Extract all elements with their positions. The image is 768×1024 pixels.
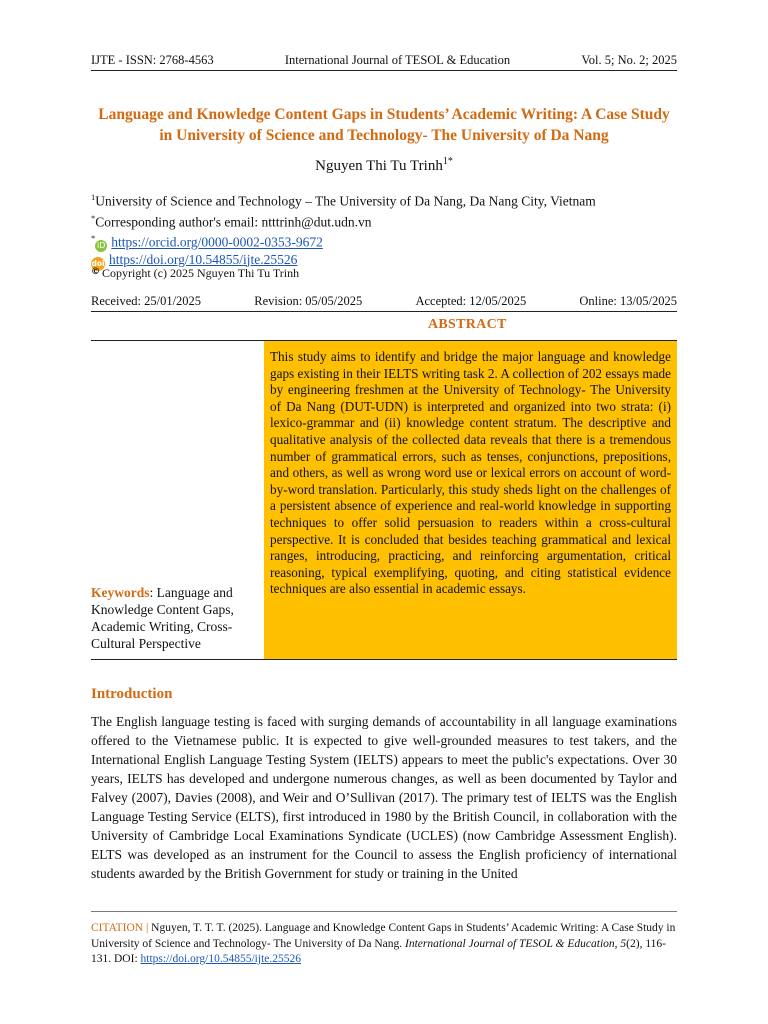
copyright-icon: © (91, 267, 100, 277)
abstract-heading: ABSTRACT (428, 317, 507, 332)
citation-label: CITATION (91, 922, 144, 934)
header-journal: International Journal of TESOL & Education (284, 53, 511, 67)
citation-doi-link[interactable]: https://doi.org/10.54855/ijte.25526 (140, 953, 301, 965)
date-revision: Revision: 05/05/2025 (254, 294, 363, 308)
doi-icon: doi (91, 257, 105, 271)
keywords-label: Keywords (91, 585, 150, 600)
corresponding-email: Corresponding author's email: ntttrinh@dut.udn.vn (95, 214, 372, 229)
author-name: Nguyen Thi Tu Trinh (315, 158, 443, 174)
citation-issue-pages: (2), 116-131. DOI: (91, 937, 666, 965)
author-marker: 1* (442, 156, 453, 167)
affiliation-block (91, 189, 596, 271)
corresponding-marker: * (91, 212, 96, 223)
orcid-link[interactable]: https://orcid.org/0000-0002-0353-9672 (111, 234, 323, 250)
citation-separator: | (143, 922, 152, 934)
copyright-line (91, 266, 299, 281)
date-online: Online: 13/05/2025 (579, 294, 677, 308)
publication-dates (91, 294, 677, 312)
copyright-text: Copyright (c) 2025 Nguyen Thi Tu Trinh (102, 266, 300, 280)
paper-title: Language and Knowledge Content Gaps in Students’ Academic Writing: A Case Study in University of Science and Technology- The University of Da Nang (98, 106, 670, 144)
orcid-marker: * (91, 233, 96, 243)
corresponding-line (91, 210, 596, 231)
keywords (91, 584, 259, 652)
keywords-text: : Language and Knowledge Content Gaps, Academic Writing, Cross-Cultural Perspective (91, 585, 234, 651)
affiliation-line (91, 189, 596, 210)
affiliation-text: University of Science and Technology – The University of Da Nang, Da Nang City, Vietnam (95, 193, 596, 209)
orcid-icon: iD (97, 240, 106, 250)
orcid-line (91, 230, 596, 252)
citation-comma: , (614, 937, 621, 950)
citation-block (91, 911, 677, 968)
keywords-cell (91, 341, 264, 659)
author-line (0, 156, 768, 175)
introduction-body: The English language testing is faced with surging demands of accountability in all language examinations offered to the Vietnamese public. It is expected to give well-grounded measures to test takers, and the International English Language Testing System (IELTS) appears to meet the public's expectations. Over 30 years, IELTS has developed and undergone numerous changes, as well as been documented by Taylor and Falvey (2007), Davies (2008), and Weir and O’Sullivan (2017). The primary test of IELTS was the English Language Testing Service (ELTS), first introduced in 1980 by the British Council, in collaboration with the University of Cambridge Local Examinations Syndicate (UCLES) (now Cambridge Assessment English). ELTS was developed as an instrument for the Council to assess the English proficiency of international students awarded by the British Government for study or training in the United (91, 714, 677, 881)
date-accepted: Accepted: 12/05/2025 (415, 294, 527, 308)
citation-journal: International Journal of TESOL & Education (404, 937, 615, 950)
affiliation-marker: 1 (91, 192, 96, 202)
header-issn: IJTE - ISSN: 2768-4563 (91, 53, 214, 67)
citation-volume: 5 (620, 937, 627, 950)
abstract-text: This study aims to identify and bridge the major language and knowledge gaps existing in their IELTS writing task 2. A collection of 202 essays made by engineering freshmen at the University of Technology- The University of Da Nang (DUT-UDN) is interpreted and organized into two strata: (i) lexico-grammar and (ii) knowledge content stratum. The descriptive and qualitative analysis of the collected data reveals that there is a tremendous number of grammatical errors, such as tenses, conjunctions, prepositions, and others, as well as wrong word use or lexical errors on account of word-by-word translation. Particularly, this study sheds light on the challenges of a persistent absence of experience and real-world knowledge in supporting techniques to offer solid persuasion to readers within a cross-cultural perspective. It is concluded that besides teaching grammatical and lexical ranges, introducing, practicing, and reinforcing argumentation, critical reasoning, typical exemplifying, quoting, and citing statistical evidence techniques are also essential in academic essays. (264, 341, 677, 659)
citation-text: Nguyen, T. T. T. (2025). Language and Knowledge Content Gaps in Students’ Academic Writing: A Case Study in University of Science and Technology- The University of Da Nang. (91, 922, 676, 950)
abstract-table (91, 340, 677, 660)
introduction-heading: Introduction (91, 686, 173, 702)
running-header (91, 50, 677, 71)
date-received: Received: 25/01/2025 (91, 294, 202, 308)
header-volume: Vol. 5; No. 2; 2025 (581, 53, 677, 67)
doi-link[interactable]: https://doi.org/10.54855/ijte.25526 (109, 251, 298, 267)
